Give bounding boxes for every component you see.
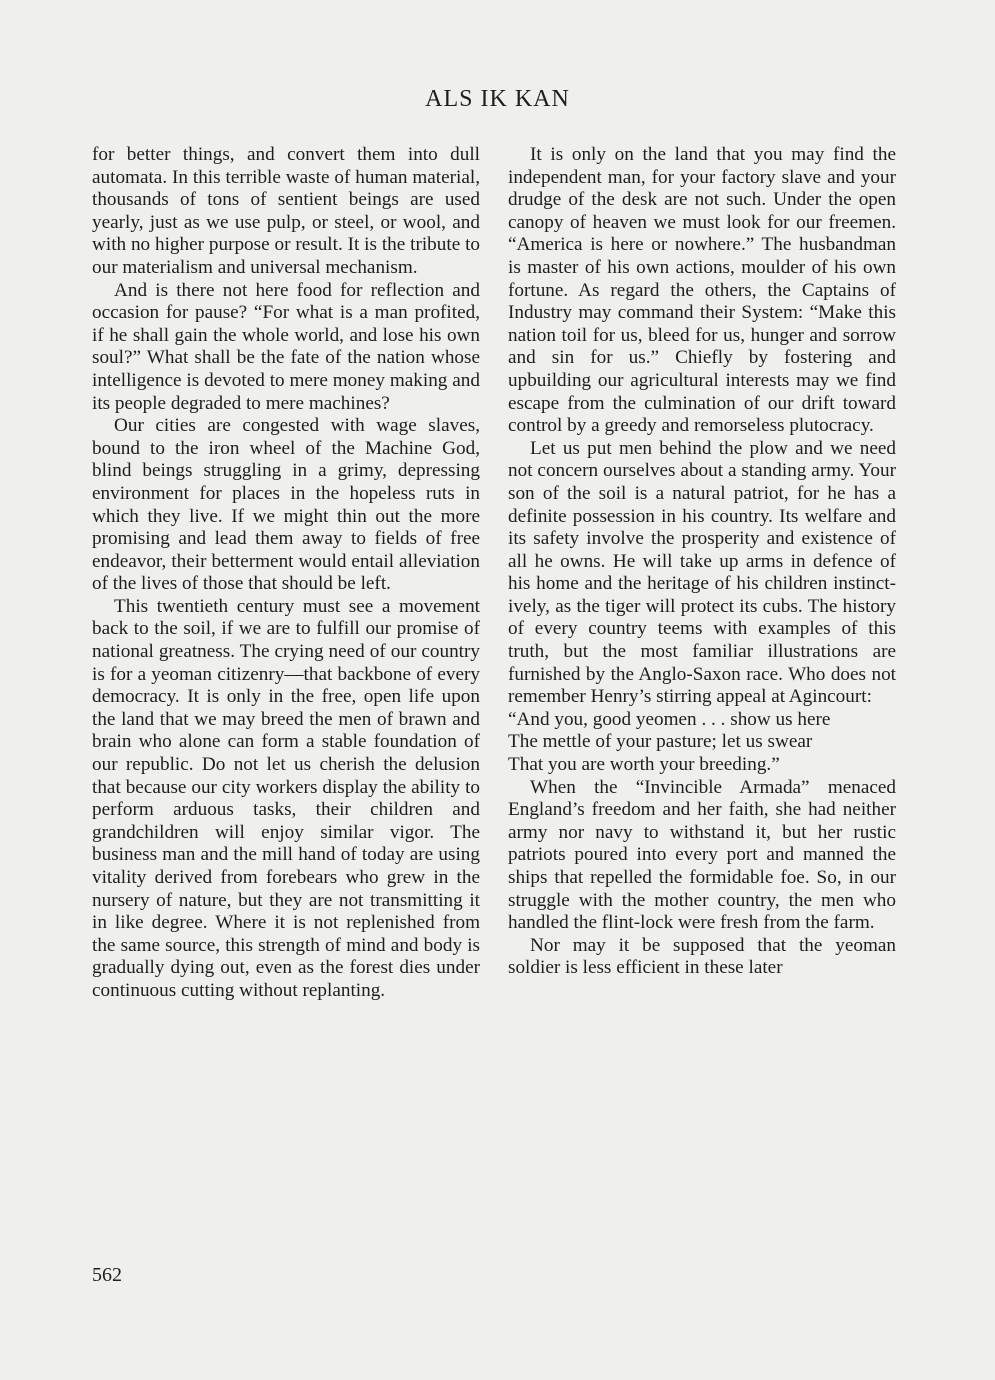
paragraph: It is only on the land that you may find the independent man, for your factory slave and your drudge of the desk are not such. Under the open canopy of heaven we must look for our freemen. “America is here or nowhere.” The husbandman is master of his own actions, moulder of his own fortune. As regard the others, the Captains of Industry may command their System: “Make this nation toil for us, bleed for us, hunger and sorrow and sin for us.” Chiefly by fostering and upbuilding our agricultural interests may we find escape from the culmination of our drift toward control by a greedy and remorseless plutocracy. xyxy=(508,144,896,437)
paragraph: for better things, and convert them into dull automata. In this terrible waste of human material, thousands of tons of sentient beings are used yearly, just as we use pulp, or steel, or wool, and with no higher purpose or result. It is the tribute to our materialism and universal mechanism. xyxy=(92,144,480,278)
paragraph: And is there not here food for reflection and occasion for pause? “For what is a man profited, if he shall gain the whole world, and lose his own soul?” What shall be the fate of the nation whose intelligence is devoted to mere money making and its people degraded to mere machines? xyxy=(92,279,480,414)
left-column xyxy=(92,144,480,1003)
page-number: 562 xyxy=(92,1264,122,1286)
verse-quotation xyxy=(508,709,896,777)
right-column xyxy=(508,144,896,980)
paragraph: Nor may it be supposed that the yeoman soldier is less efficient in these later xyxy=(508,934,896,979)
running-title: ALS IK KAN xyxy=(425,86,570,112)
paragraph: This twentieth century must see a movement back to the soil, if we are to fulfill our promise of national greatness. The crying need of our country is for a yeoman citizenry—that backbone of every democracy. It is only in the free, open life upon the land that we may breed the men of brawn and brain who alone can form a stable foundation of our republic. Do not let us cherish the delusion that because our city workers display the ability to perform arduous tasks, their children and grandchildren will enjoy similar vigor. The business man and the mill hand of today are using vitality derived from forebears who grew in the nursery of nature, but they are not transmitting it in like degree. Where it is not replenished from the same source, this strength of mind and body is gradually dying out, even as the forest dies under continuous cutting without replanting. xyxy=(92,595,480,1001)
verse-line: The mettle of your pasture; let us swear xyxy=(508,731,813,753)
verse-line: That you are worth your breeding.” xyxy=(508,754,780,776)
paragraph: Let us put men behind the plow and we need not concern ourselves about a standing army. Your son of the soil is a natural patriot, for he has a definite possession in his country. Its welfare and its safety involve the prosperity and existence of all he owns. He will take up arms in defence of his home and the heritage of his children instinctively, as the tiger will protect its cubs. The history of every country teems with examples of this truth, but the most familiar illustrations are furnished by the Anglo-Saxon race. Who does not remember Henry’s stirring appeal at Agincourt: xyxy=(508,437,896,708)
verse-line: “And you, good yeomen . . . show us here xyxy=(508,708,831,730)
paragraph: When the “Invincible Armada” menaced England’s freedom and her faith, she had neither army nor navy to withstand it, but her rustic patriots poured into every port and manned the ships that repelled the formidable foe. So, in our struggle with the mother country, the men who handled the flint-lock were fresh from the farm. xyxy=(508,776,896,934)
paragraph: Our cities are congested with wage slaves, bound to the iron wheel of the Machine God, blind beings struggling in a grimy, depressing environment for places in the hopeless ruts in which they live. If we might thin out the more promising and lead them away to fields of free endeavor, their betterment would entail alleviation of the lives of those that should be left. xyxy=(92,415,480,595)
